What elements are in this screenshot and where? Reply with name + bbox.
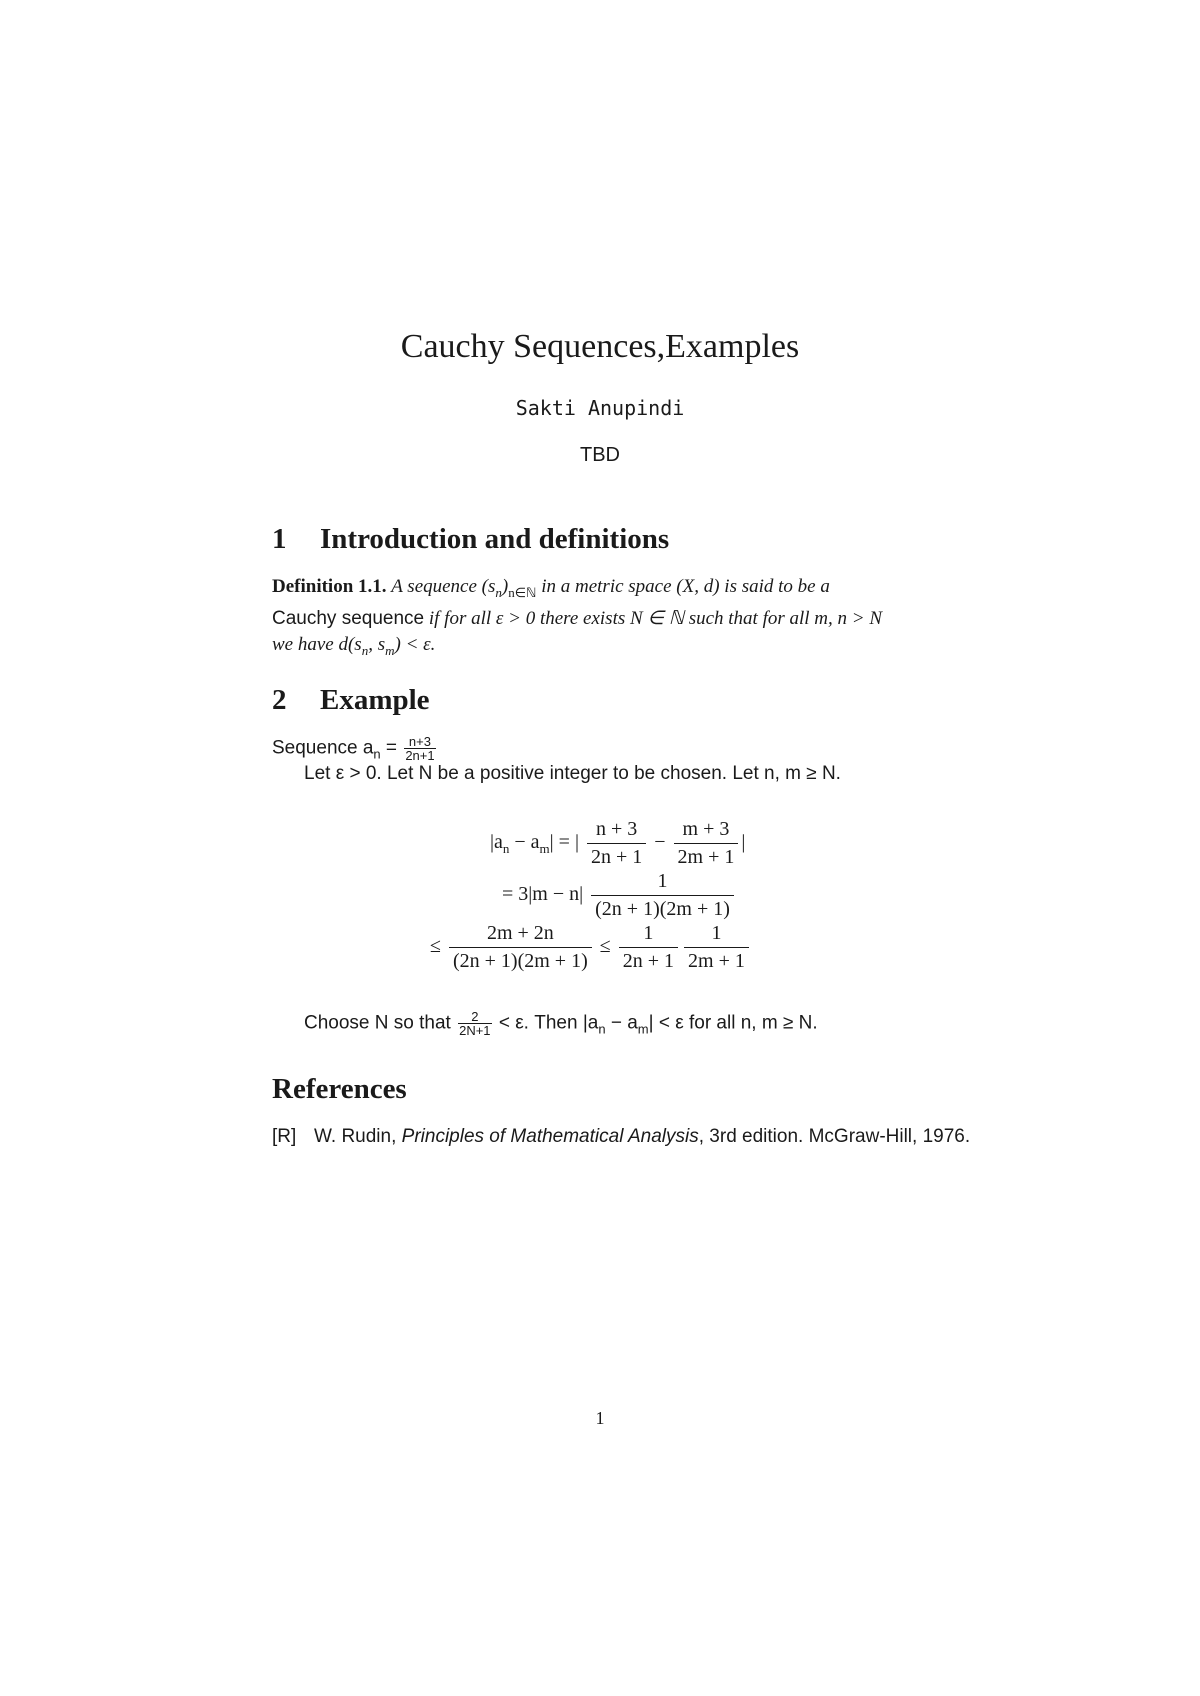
definition-text-g: ) < ε.: [394, 633, 436, 655]
section-number: 1: [272, 523, 287, 555]
definition-term: Cauchy sequence: [272, 607, 425, 629]
definition-paragraph: [272, 574, 972, 664]
eq1-sub-m: m: [539, 841, 550, 857]
eq2-fraction: [591, 870, 734, 921]
eq1-end: |: [741, 831, 746, 854]
fraction-numerator: m + 3: [674, 818, 739, 844]
fraction-numerator: 1: [684, 922, 749, 948]
fraction-denominator: 2n+1: [405, 748, 435, 763]
reference-label: [R]: [272, 1126, 297, 1147]
reference-author: W. Rudin,: [314, 1126, 402, 1147]
document-title: Cauchy Sequences,Examples: [400, 328, 800, 365]
page-number: 1: [595, 1408, 605, 1428]
choose-text-b: < ε. Then |a: [493, 1012, 599, 1034]
eq1-minus: −: [654, 831, 666, 854]
reference-text: [314, 1124, 974, 1150]
document-date: TBD: [580, 444, 620, 466]
document-author: Sakti Anupindi: [515, 396, 685, 420]
fraction-numerator: 1: [619, 922, 678, 948]
let-line: Let ε > 0. Let N be a positive integer to be chosen. Let n, m ≥ N.: [304, 763, 841, 784]
eq3-fraction-2: [619, 922, 678, 973]
eq1-lhs: |a: [490, 831, 503, 854]
definition-sub-e1: n: [361, 642, 369, 658]
definition-sub-a: n: [495, 584, 502, 600]
choose-text-a: Choose N so that: [304, 1012, 457, 1034]
fraction-denominator: 2m + 1: [688, 950, 745, 972]
fraction-denominator: (2n + 1)(2m + 1): [595, 898, 730, 920]
definition-text-a: A sequence (s: [391, 576, 496, 597]
fraction-numerator: 1: [591, 870, 734, 896]
choose-line: [304, 1010, 1004, 1042]
eq1-fraction-1: [587, 818, 646, 869]
eq1-sub-n: n: [502, 841, 510, 857]
eq1-fraction-2: [674, 818, 739, 869]
fraction-denominator: 2n + 1: [622, 950, 675, 972]
eq3-fraction-1: [449, 922, 592, 973]
section-heading-2: [272, 684, 430, 717]
choose-sub-m: m: [637, 1021, 649, 1037]
eq1-rest: | = |: [549, 831, 579, 854]
fraction-numerator: 2: [458, 1010, 491, 1024]
equation-line-3: [430, 922, 1200, 973]
fraction-numerator: n+3: [404, 735, 435, 749]
definition-text-c: in a metric space (X, d) is said to be a: [536, 576, 830, 597]
sequence-fraction: [404, 735, 435, 762]
definition-text-e: we have d(s: [272, 633, 362, 655]
section-title: Example: [320, 684, 430, 716]
equation-line-1: [490, 818, 1200, 869]
choose-fraction: [458, 1010, 491, 1037]
section-heading-1: [272, 523, 669, 556]
definition-text-b: ): [501, 576, 509, 597]
fraction-numerator: 2m + 2n: [449, 922, 592, 948]
section-number: 2: [272, 684, 287, 716]
fraction-numerator: n + 3: [587, 818, 646, 844]
sequence-equals: =: [380, 737, 403, 759]
choose-sub-n: n: [598, 1021, 606, 1037]
choose-text-d: | < ε for all n, m ≥ N.: [648, 1012, 818, 1034]
equation-line-2: [502, 870, 1200, 921]
references-heading: References: [272, 1073, 407, 1105]
eq3-le-2: ≤: [599, 935, 611, 958]
choose-text-c: − a: [605, 1012, 638, 1034]
sequence-sub: n: [373, 746, 381, 762]
definition-label: Definition 1.1.: [272, 576, 387, 597]
definition-text-f: , s: [368, 633, 386, 655]
eq1-mid: − a: [509, 831, 540, 854]
sequence-label: Sequence a: [272, 737, 374, 759]
fraction-denominator: 2m + 1: [677, 846, 735, 868]
fraction-denominator: (2n + 1)(2m + 1): [452, 950, 588, 972]
section-title: Introduction and definitions: [320, 523, 670, 555]
reference-rest: , 3rd edition. McGraw-Hill, 1976.: [698, 1126, 971, 1147]
fraction-denominator: 2n + 1: [590, 846, 643, 868]
definition-text-d: if for all ε > 0 there exists N ∈ ℕ such that for all m, n > N: [424, 607, 883, 629]
definition-sub-b: n∈ℕ: [508, 584, 537, 600]
eq3-fraction-3: [684, 922, 749, 973]
eq3-le-1: ≤: [430, 935, 441, 958]
reference-book-title: Principles of Mathematical Analysis: [401, 1126, 699, 1147]
fraction-denominator: 2N+1: [459, 1023, 491, 1038]
eq2-lhs: = 3|m − n|: [502, 883, 584, 906]
definition-sub-e2: m: [385, 642, 395, 658]
